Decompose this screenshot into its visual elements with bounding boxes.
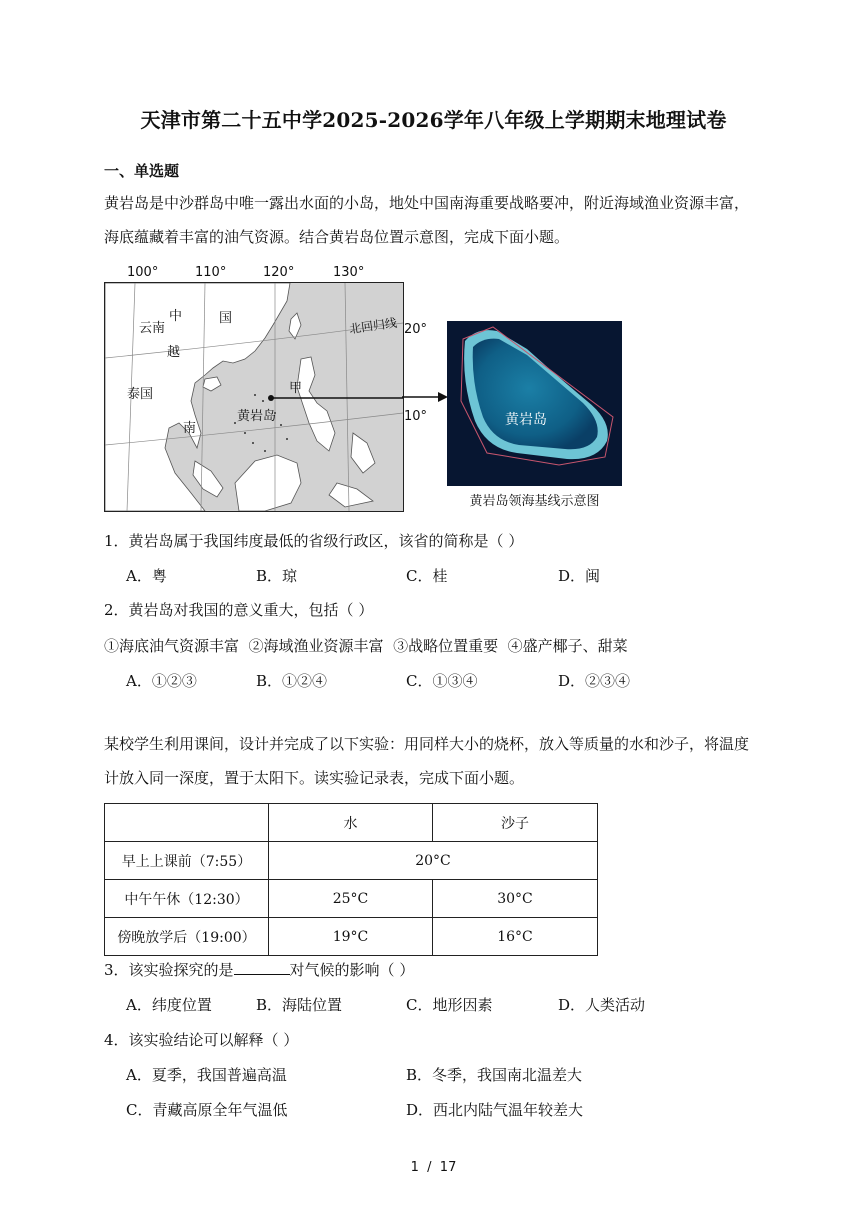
page-number: 1 / 17 — [410, 1160, 457, 1175]
q3-option-d[interactable]: D．人类活动 — [558, 996, 646, 1014]
q1-option-c[interactable]: C．桂 — [406, 567, 448, 585]
answer-blank — [234, 960, 290, 975]
intro-line: 某校学生利用课间，设计并完成了以下实验：用同样大小的烧杯，放入等质量的水和沙子，将温度 — [104, 735, 750, 753]
table-cell-water: 25°C — [269, 880, 433, 918]
reef-photo — [447, 321, 622, 486]
table-cell-water: 19°C — [269, 918, 433, 956]
map-label-nan: 南 — [183, 421, 197, 436]
lon-label: 120° — [263, 265, 295, 280]
table-row-label: 傍晚放学后（19:00） — [105, 918, 269, 956]
lon-label: 110° — [195, 265, 227, 280]
question-2-stem: 2．黄岩岛对我国的意义重大，包括（ ） — [104, 601, 374, 619]
page-title: 天津市第二十五中学2025-2026学年八年级上学期期末地理试卷 — [140, 108, 727, 132]
intro-line: 计放入同一深度，置于太阳下。读实验记录表，完成下面小题。 — [104, 769, 525, 787]
map-label-zhong: 中 — [169, 309, 183, 324]
q3-stem-part-b: 对气候的影响（ ） — [289, 961, 415, 979]
table-row — [105, 842, 598, 880]
map-label-jia: 甲 — [289, 381, 303, 396]
q2-option-c[interactable]: C．①③④ — [406, 672, 478, 690]
table-header-row — [105, 804, 598, 842]
table-row — [105, 880, 598, 918]
q1-option-b[interactable]: B．琼 — [256, 567, 298, 585]
lon-label: 100° — [127, 265, 159, 280]
experiment-table — [104, 803, 598, 956]
q4-option-b[interactable]: B．冬季，我国南北温差大 — [406, 1066, 583, 1084]
q4-option-a[interactable]: A．夏季，我国普遍高温 — [126, 1066, 287, 1084]
question-1-stem: 1．黄岩岛属于我国纬度最低的省级行政区，该省的简称是（ ） — [104, 532, 524, 550]
q4-option-d[interactable]: D．西北内陆气温年较差大 — [406, 1101, 584, 1119]
question-3-stem — [104, 959, 414, 980]
lon-label: 130° — [333, 265, 365, 280]
q1-option-d[interactable]: D．闽 — [558, 567, 601, 585]
table-cell-merged: 20°C — [269, 842, 598, 880]
photo-caption: 黄岩岛领海基线示意图 — [469, 494, 600, 509]
lat-label: 10° — [404, 409, 428, 424]
q3-option-b[interactable]: B．海陆位置 — [256, 996, 343, 1014]
map-label-yunnan: 云南 — [139, 321, 166, 336]
map-label-huangyan: 黄岩岛 — [237, 409, 277, 424]
q4-option-c[interactable]: C．青藏高原全年气温低 — [126, 1101, 288, 1119]
section-heading: 一、单选题 — [104, 162, 180, 180]
reef-graphic — [447, 321, 622, 486]
table-header-cell — [105, 804, 269, 842]
map-label-guo: 国 — [219, 311, 233, 326]
location-map — [104, 282, 404, 512]
q3-option-a[interactable]: A．纬度位置 — [126, 996, 212, 1014]
table-cell-sand: 30°C — [433, 880, 598, 918]
table-cell-sand: 16°C — [433, 918, 598, 956]
map-label-yue: 越 — [167, 345, 181, 360]
map-label-thailand: 泰国 — [127, 387, 154, 402]
q2-option-d[interactable]: D．②③④ — [558, 672, 631, 690]
q3-option-c[interactable]: C．地形因素 — [406, 996, 493, 1014]
map-label-tropic: 北回归线 — [348, 315, 398, 337]
q3-stem-part-a: 3．该实验探究的是 — [104, 961, 234, 979]
intro-line: 海底蕴藏着丰富的油气资源。结合黄岩岛位置示意图，完成下面小题。 — [104, 228, 570, 246]
question-4-stem: 4．该实验结论可以解释（ ） — [104, 1031, 299, 1049]
table-header-cell: 沙子 — [433, 804, 598, 842]
photo-label: 黄岩岛 — [505, 412, 547, 428]
arrow-icon — [402, 390, 448, 404]
intro-paragraph-1 — [104, 186, 774, 254]
table-row-label: 中午午休（12:30） — [105, 880, 269, 918]
table-row-label: 早上上课前（7:55） — [105, 842, 269, 880]
lat-label: 20° — [404, 322, 428, 337]
question-2-statements: ①海底油气资源丰富 ②海域渔业资源丰富 ③战略位置重要 ④盛产椰子、甜菜 — [104, 637, 628, 655]
intro-paragraph-2 — [104, 727, 774, 795]
q2-option-a[interactable]: A．①②③ — [126, 672, 197, 690]
q1-option-a[interactable]: A．粤 — [126, 567, 167, 585]
table-header-cell: 水 — [269, 804, 433, 842]
intro-line: 黄岩岛是中沙群岛中唯一露出水面的小岛，地处中国南海重要战略要冲，附近海域渔业资源丰富， — [104, 194, 750, 212]
table-row — [105, 918, 598, 956]
q2-option-b[interactable]: B．①②④ — [256, 672, 328, 690]
